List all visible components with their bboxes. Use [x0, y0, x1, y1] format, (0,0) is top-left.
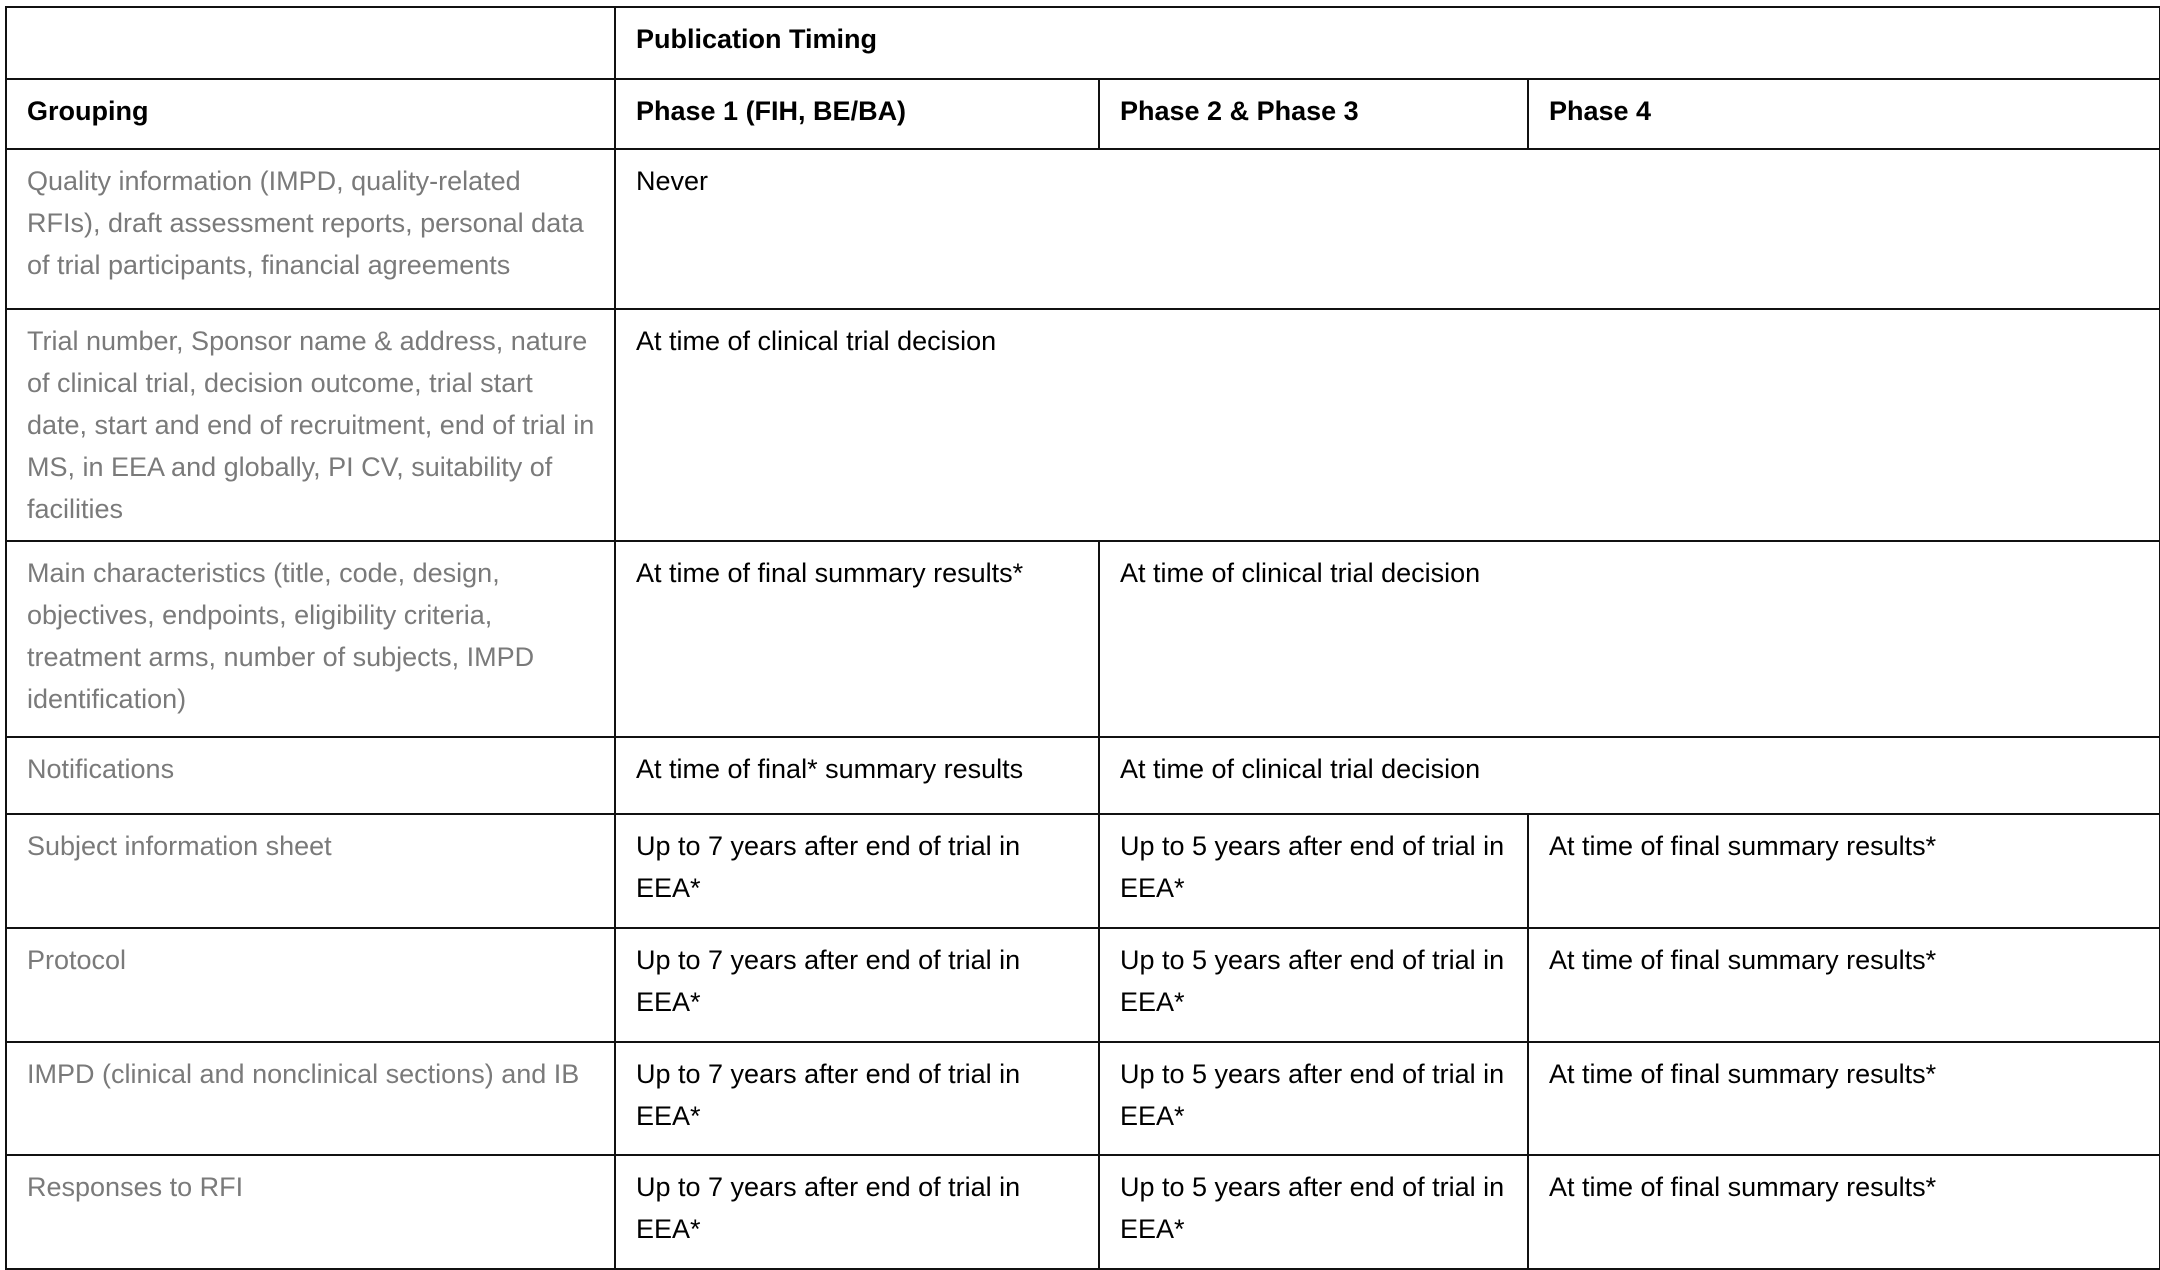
- grouping-cell: Main characteristics (title, code, design, objectives, endpoints, eligibility criteria, treatment arms, number of subjects, IMPD identification): [6, 541, 615, 737]
- timing-cell-all-phases: At time of clinical trial decision: [615, 309, 2160, 541]
- header-row-top: [6, 7, 2160, 79]
- timing-cell-phase4: At time of final summary results*: [1528, 1155, 2160, 1269]
- timing-cell-phase4: At time of final summary results*: [1528, 814, 2160, 928]
- header-empty-cell: [6, 7, 615, 79]
- timing-cell-phase1: Up to 7 years after end of trial in EEA*: [615, 814, 1099, 928]
- grouping-cell: Quality information (IMPD, quality-related RFIs), draft assessment reports, personal data of trial participants, financial agreements: [6, 149, 615, 309]
- table-row: [6, 309, 2160, 541]
- timing-cell-phase1: Up to 7 years after end of trial in EEA*: [615, 1155, 1099, 1269]
- timing-cell-phase2-3: Up to 5 years after end of trial in EEA*: [1099, 1155, 1528, 1269]
- header-row-phases: [6, 79, 2160, 149]
- timing-cell-phase2-4: At time of clinical trial decision: [1099, 541, 2160, 737]
- grouping-cell: Responses to RFI: [6, 1155, 615, 1269]
- timing-cell-all-phases: Never: [615, 149, 2160, 309]
- table-row: [6, 149, 2160, 309]
- timing-cell-phase2-3: Up to 5 years after end of trial in EEA*: [1099, 1042, 1528, 1155]
- timing-cell-phase2-4: At time of clinical trial decision: [1099, 737, 2160, 814]
- grouping-cell: Trial number, Sponsor name & address, nature of clinical trial, decision outcome, trial start date, start and end of recruitment, end of trial in MS, in EEA and globally, PI CV, suitability of facilities: [6, 309, 615, 541]
- grouping-cell: IMPD (clinical and nonclinical sections) and IB: [6, 1042, 615, 1155]
- table-row: [6, 737, 2160, 814]
- grouping-cell: Protocol: [6, 928, 615, 1042]
- timing-cell-phase4: At time of final summary results*: [1528, 928, 2160, 1042]
- timing-cell-phase2-3: Up to 5 years after end of trial in EEA*: [1099, 814, 1528, 928]
- table-row: [6, 928, 2160, 1042]
- publication-timing-table: [5, 6, 2160, 1270]
- timing-cell-phase1: At time of final summary results*: [615, 541, 1099, 737]
- timing-cell-phase4: At time of final summary results*: [1528, 1042, 2160, 1155]
- timing-cell-phase1: Up to 7 years after end of trial in EEA*: [615, 928, 1099, 1042]
- phase1-header: Phase 1 (FIH, BE/BA): [615, 79, 1099, 149]
- table-row: [6, 814, 2160, 928]
- grouping-cell: Notifications: [6, 737, 615, 814]
- timing-cell-phase1: At time of final* summary results: [615, 737, 1099, 814]
- table-row: [6, 1155, 2160, 1269]
- phase4-header: Phase 4: [1528, 79, 2160, 149]
- publication-timing-header: Publication Timing: [615, 7, 2160, 79]
- phase2-3-header: Phase 2 & Phase 3: [1099, 79, 1528, 149]
- table-row: [6, 541, 2160, 737]
- timing-cell-phase1: Up to 7 years after end of trial in EEA*: [615, 1042, 1099, 1155]
- table-row: [6, 1042, 2160, 1155]
- timing-cell-phase2-3: Up to 5 years after end of trial in EEA*: [1099, 928, 1528, 1042]
- grouping-cell: Subject information sheet: [6, 814, 615, 928]
- grouping-header: Grouping: [6, 79, 615, 149]
